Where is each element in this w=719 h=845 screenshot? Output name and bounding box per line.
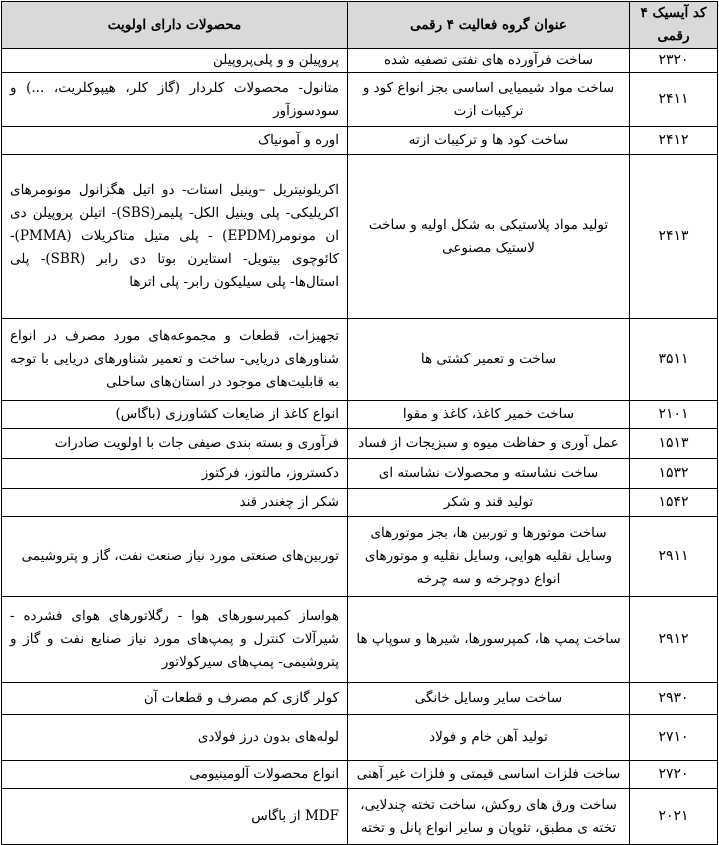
priority-products: اکریلونیتریل –وینیل استات- دو اتیل هگزانول مونومرهای اکریلیکی- پلی وینیل الکل- پلیمر(SBS)- اتیلن پروپیلن دی ان مونومر(EPDM) - پلی متیل متاکریلات (PMMA)- کائوچوی بیتویل- استایرن بوتا دی رابر (SBR)- پلی استال‌ها- پلی سیلیکون رابر- پلی اترها: [2, 155, 348, 319]
activity-group: ساخت و تعمیر کشتی ها: [348, 319, 630, 401]
table-row: [2, 715, 718, 761]
activity-group: تولید مواد پلاستیکی به شکل اولیه و ساخت لاستیک مصنوعی: [348, 155, 630, 319]
priority-products: شکر از چغندر قند: [2, 489, 348, 517]
table-row: [2, 459, 718, 489]
priority-products: دکستروز، مالتوز، فرکتوز: [2, 459, 348, 489]
isic-code: ۲۹۳۰: [630, 683, 718, 715]
priority-products: هواساز کمپرسورهای هوا - رگلاتورهای هوای فشرده - شیرآلات کنترل و پمپ‌های مورد نیاز صنایع نفت و گاز و پتروشیمی- پمپ‌های سیرکولاتور: [2, 597, 348, 683]
table-row: [2, 429, 718, 459]
table-row: [2, 155, 718, 319]
table-row: [2, 597, 718, 683]
isic-code: ۲۷۱۰: [630, 715, 718, 761]
isic-code: ۲۴۱۲: [630, 127, 718, 155]
priority-products-table: [1, 1, 718, 845]
isic-code: ۱۵۱۳: [630, 429, 718, 459]
isic-code: ۲۱۰۱: [630, 401, 718, 429]
activity-group: تولید آهن خام و فولاد: [348, 715, 630, 761]
header-code: کد آیسیک ۴ رقمی: [630, 2, 718, 49]
priority-products: فرآوری و بسته بندی صیفی جات با اولویت صادرات: [2, 429, 348, 459]
activity-group: ساخت کود ها و ترکیبات ازته: [348, 127, 630, 155]
priority-products: انواع محصولات آلومینیومی: [2, 761, 348, 789]
table-row: [2, 489, 718, 517]
priority-products: توربین‌های صنعتی مورد نیاز صنعت نفت، گاز و پتروشیمی: [2, 517, 348, 597]
table-row: [2, 761, 718, 789]
table-row: [2, 73, 718, 127]
activity-group: ساخت موتورها و توربین ها، بجز موتورهای وسایل نقلیه هوایی، وسایل نقلیه و موتورهای انواع دوچرخه و سه چرخه: [348, 517, 630, 597]
header-products: محصولات دارای اولویت: [2, 2, 348, 49]
isic-code: ۱۵۳۲: [630, 459, 718, 489]
priority-products: کولر گازی کم مصرف و قطعات آن: [2, 683, 348, 715]
priority-products: اوره و آمونیاک: [2, 127, 348, 155]
priority-products: متانول- محصولات کلردار (گاز کلر، هیپوکلریت، ...) و سودسوزآور: [2, 73, 348, 127]
table-row: [2, 517, 718, 597]
activity-group: ساخت ورق های روکش، ساخت تخته چندلایی، تخته ی مطبق، تئوپان و سایر انواع پانل و تخته: [348, 789, 630, 845]
table-row: [2, 127, 718, 155]
table-row: [2, 49, 718, 73]
activity-group: ساخت سایر وسایل خانگی: [348, 683, 630, 715]
activity-group: ساخت خمیر کاغذ، کاغذ و مقوا: [348, 401, 630, 429]
isic-code: ۲۴۱۳: [630, 155, 718, 319]
isic-code: ۲۹۱۲: [630, 597, 718, 683]
table-row: [2, 401, 718, 429]
activity-group: ساخت مواد شیمیایی اساسی بجز انواع کود و ترکیبات ازت: [348, 73, 630, 127]
activity-group: تولید قند و شکر: [348, 489, 630, 517]
activity-group: ساخت پمپ ها، کمپرسورها، شیرها و سوپاپ ها: [348, 597, 630, 683]
table-row: [2, 789, 718, 845]
isic-code: ۲۴۱۱: [630, 73, 718, 127]
priority-products: انواع کاغذ از ضایعات کشاورزی (باگاس): [2, 401, 348, 429]
priority-products: MDF از باگاس: [2, 789, 348, 845]
isic-code: ۲۳۲۰: [630, 49, 718, 73]
isic-code: ۲۰۲۱: [630, 789, 718, 845]
priority-products: لوله‌های بدون درز فولادی: [2, 715, 348, 761]
activity-group: ساخت فرآورده های نفتی تصفیه شده: [348, 49, 630, 73]
header-group: عنوان گروه فعالیت ۴ رقمی: [348, 2, 630, 49]
isic-code: ۱۵۴۲: [630, 489, 718, 517]
activity-group: ساخت نشاسته و محصولات نشاسته ای: [348, 459, 630, 489]
priority-products: پروپیلن و و پلی‌پروپیلن: [2, 49, 348, 73]
priority-products: تجهیزات، قطعات و مجموعه‌های مورد مصرف در انواع شناورهای دریایی- ساخت و تعمیر شناورهای دریایی با توجه به قابلیت‌های موجود در استان‌های ساحلی: [2, 319, 348, 401]
table-header-row: [2, 2, 718, 49]
isic-code: ۲۷۲۰: [630, 761, 718, 789]
activity-group: ساخت فلزات اساسی قیمتی و فلزات غیر آهنی: [348, 761, 630, 789]
isic-code: ۳۵۱۱: [630, 319, 718, 401]
table-row: [2, 683, 718, 715]
activity-group: عمل آوری و حفاظت میوه و سبزیجات از فساد: [348, 429, 630, 459]
table-row: [2, 319, 718, 401]
isic-code: ۲۹۱۱: [630, 517, 718, 597]
